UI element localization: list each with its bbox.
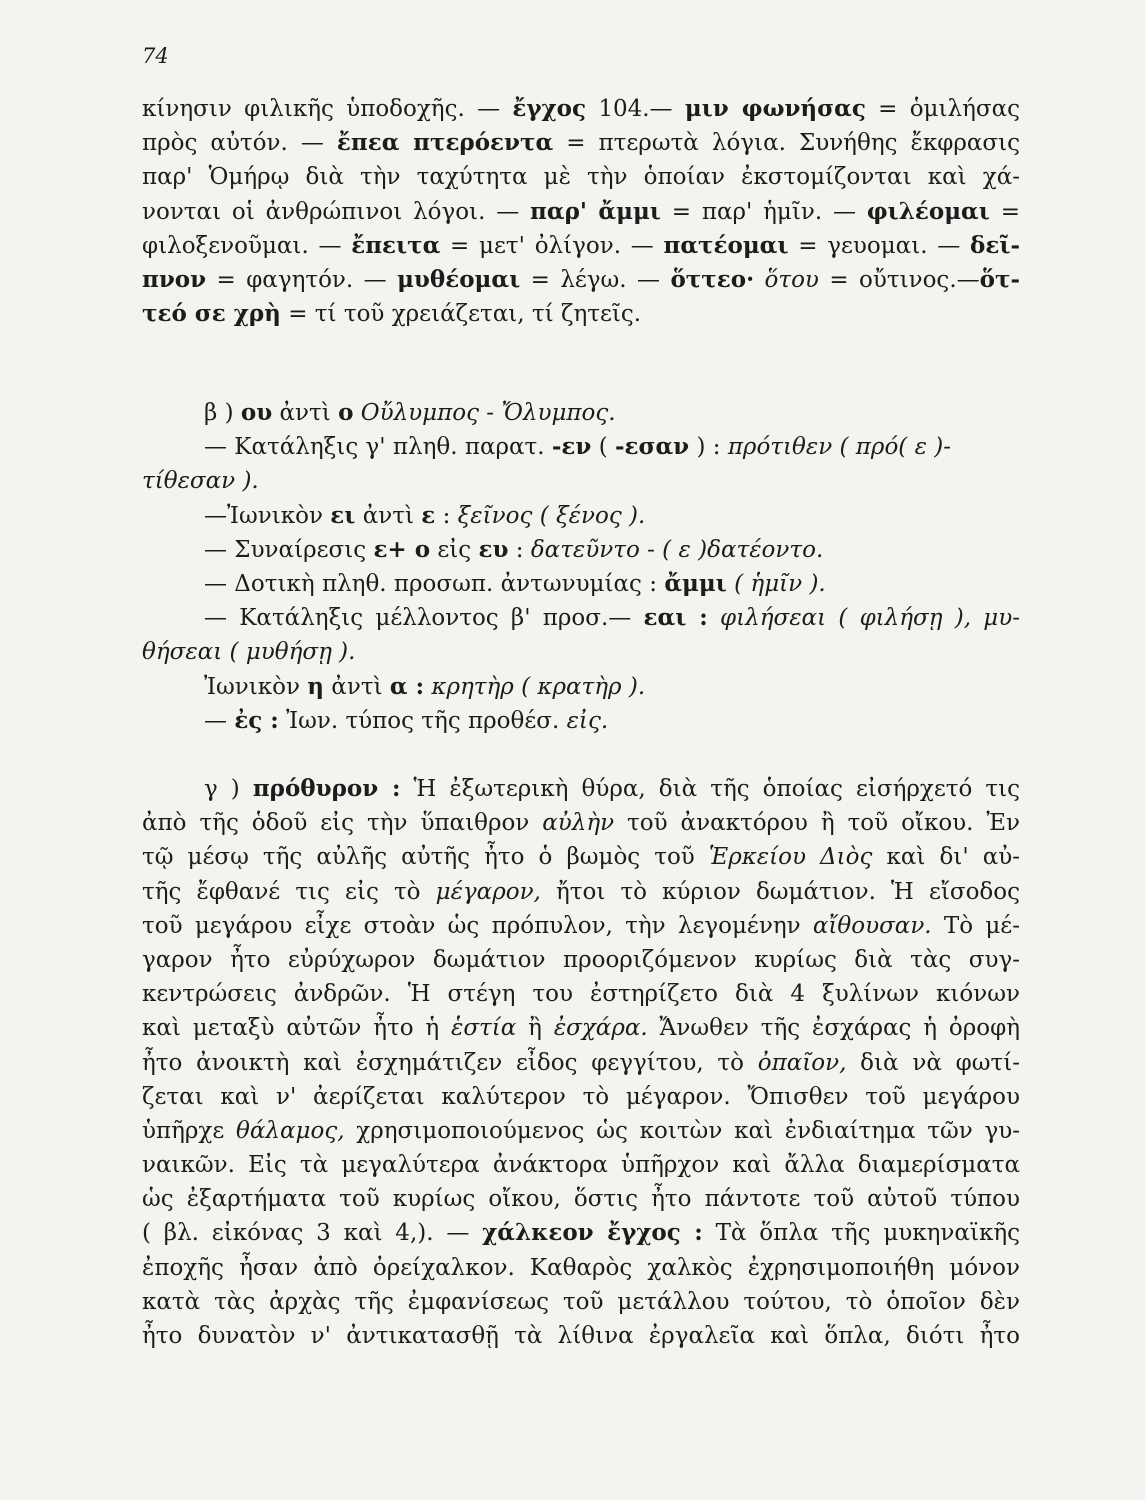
- text-run: Ἰωνικὸν: [204, 673, 308, 700]
- bold-term: εαι :: [643, 604, 708, 632]
- page-number: 74: [142, 44, 169, 68]
- text-line: [142, 1114, 1020, 1148]
- text-line: [142, 704, 1020, 738]
- italic-term: μέγαρον,: [435, 878, 541, 905]
- italic-term: θάλαμος,: [236, 1117, 345, 1144]
- text-line: [142, 396, 1020, 430]
- text-line: [142, 1216, 1020, 1250]
- text-run: Ἄνωθεν τῆς ἐσχάρας ἡ ὀροφὴ: [647, 1015, 1020, 1042]
- text-line: [142, 1182, 1020, 1216]
- text-run: = ὁμιλήσας: [865, 96, 1020, 122]
- bold-term: ου: [240, 399, 273, 426]
- text-line: [142, 772, 1020, 806]
- text-run: τῆς ἔφθανέ τις εἰς τὸ: [142, 878, 436, 905]
- text-run: τοῦ ἀνακτόρου ἢ τοῦ οἴκου. Ἐν: [614, 810, 1020, 837]
- text-line: [142, 92, 1020, 126]
- text-run: Τὰ ὅπλα τῆς μυκηναϊκῆς: [702, 1220, 1020, 1247]
- italic-term: Οὔλυμπος - Ὄλυμπος.: [360, 400, 616, 426]
- bold-term: ἔγχος: [512, 95, 587, 122]
- bold-term: -εν: [551, 433, 592, 461]
- paragraph-prothyron: [142, 772, 1020, 1353]
- text-run: — Κατάληξις μέλλοντος β' προσ.—: [204, 605, 644, 632]
- bold-term: ευ: [478, 535, 509, 563]
- text-run: ( βλ. εἰκόνας 3 καὶ 4,). —: [142, 1220, 483, 1247]
- text-run: τῷ μέσῳ τῆς αὐλῆς αὐτῆς ἦτο ὁ βωμὸς τοῦ: [142, 844, 709, 871]
- bold-term: πρόθυρον :: [252, 775, 401, 802]
- bold-term: ε+ ο: [373, 535, 431, 563]
- text-line: [142, 1011, 1020, 1045]
- text-line: [142, 635, 1020, 669]
- text-run: καὶ δι' αὐ-: [872, 844, 1020, 871]
- text-line: [142, 195, 1020, 229]
- bold-term: ἐς :: [234, 706, 279, 734]
- text-run: γ ): [204, 776, 253, 802]
- italic-term: φιλήσεαι ( φιλήσῃ ), μυ-: [720, 605, 1020, 632]
- paragraph-glossary-1: [142, 92, 1020, 331]
- text-line: [142, 567, 1020, 601]
- text-line: [142, 977, 1020, 1011]
- text-run: ἀντὶ: [272, 400, 339, 426]
- text-run: [708, 605, 720, 631]
- text-line: [142, 1148, 1020, 1182]
- bold-term: ἔπεα πτερόεντα: [336, 129, 554, 157]
- bold-term: ει: [330, 501, 356, 529]
- text-run: 104.—: [586, 96, 685, 122]
- text-run: = λέγω. —: [520, 266, 671, 293]
- text-run: — Κατάληξις γ' πληθ. παρατ.: [204, 434, 552, 461]
- text-run: πρὸς αὐτόν. —: [142, 130, 337, 157]
- text-run: ἦτο δυνατὸν ν' ἀντικατασθῇ τὰ λίθινα ἐργαλεῖα καὶ ὅπλα, διότι ἦτο: [142, 1323, 1020, 1349]
- text-run: ναικῶν. Εἰς τὰ μεγαλύτερα ἀνάκτορα ὑπῆρχον καὶ ἄλλα διαμερίσματα: [142, 1152, 1020, 1179]
- text-line: [142, 499, 1020, 533]
- text-run: ἦτο ἀνοικτὴ καὶ ἐσχημάτιζεν εἶδος φεγγίτου, τὸ: [142, 1049, 758, 1076]
- text-line: [142, 840, 1020, 874]
- text-run: τοῦ μεγάρου εἶχε στοὰν ὡς πρόπυλον, τὴν λεγομένην: [142, 912, 813, 939]
- text-run: β ): [204, 400, 241, 426]
- bold-term: τεό σε χρὴ: [142, 300, 281, 328]
- text-line: [142, 601, 1020, 635]
- bold-term: πνον: [142, 265, 207, 293]
- text-run: = οὔτινος.—: [818, 266, 980, 293]
- text-run: φιλοξενοῦμαι. —: [142, 232, 352, 259]
- text-run: ὑπῆρχε: [142, 1117, 237, 1144]
- bold-term: μιν φωνήσας: [684, 95, 866, 122]
- text-run: = τί τοῦ χρειάζεται, τί ζητεῖς.: [280, 301, 642, 328]
- bold-term: ἄμμι: [664, 569, 727, 597]
- text-run: ἤτοι τὸ κύριον δωμάτιον. Ἡ εἴσοδος: [540, 878, 1020, 905]
- text-line: [142, 670, 1020, 704]
- text-run: (: [591, 434, 615, 461]
- text-run: ἐποχῆς ἦσαν ἀπὸ ὀρείχαλκον. Καθαρὸς χαλκὸς ἐχρησιμοποιήθη μόνον: [142, 1254, 1020, 1281]
- bold-term: ο: [338, 399, 354, 426]
- italic-term: πρότιθεν ( πρό( ε )-: [727, 434, 951, 461]
- text-run: — Δοτικὴ πληθ. προσωπ. ἀντωνυμίας :: [204, 570, 665, 597]
- italic-term: τίθεσαν ).: [142, 468, 259, 495]
- text-run: διὰ νὰ φωτί-: [846, 1049, 1020, 1076]
- italic-term: θήσεαι ( μυθήσῃ ).: [142, 639, 356, 666]
- text-run: — Συναίρεσις: [204, 536, 374, 563]
- bold-term: ἔπειτα: [351, 231, 441, 259]
- text-run: παρ' Ὁμήρῳ διὰ τὴν ταχύτητα μὲ τὴν ὁποίαν ἐκστομίζονται καὶ χά-: [142, 164, 1020, 191]
- text-run: = γευομαι. —: [788, 232, 970, 259]
- text-line: [142, 297, 1020, 331]
- text-line: [142, 263, 1020, 297]
- text-run: = μετ' ὀλίγον. —: [440, 232, 664, 259]
- text-run: [754, 267, 764, 293]
- text-run: κατὰ τὰς ἀρχὰς τῆς ἐμφανίσεως τοῦ μετάλλου τούτου, τὸ ὁποῖον δὲν: [142, 1288, 1020, 1315]
- bold-term: δεῖ-: [970, 231, 1020, 259]
- text-line: [142, 533, 1020, 567]
- text-run: = πτερωτὰ λόγια. Συνήθης ἔκφρασις: [553, 130, 1020, 157]
- text-run: νονται οἱ ἀνθρώπινοι λόγοι. —: [142, 198, 531, 225]
- text-line: [142, 1080, 1020, 1114]
- text-run: ἢ: [516, 1015, 554, 1042]
- text-run: ἀντὶ: [355, 502, 422, 529]
- text-line: [142, 1285, 1020, 1319]
- italic-term: κρητὴρ ( κρατὴρ ).: [431, 673, 646, 700]
- text-run: =: [989, 198, 1020, 225]
- text-run: κίνησιν φιλικῆς ὑποδοχῆς. —: [142, 96, 513, 122]
- text-run: = φαγητόν. —: [206, 266, 398, 293]
- text-line: [142, 229, 1020, 263]
- bold-term: ε: [421, 501, 436, 529]
- italic-term: αἴθουσαν.: [812, 912, 932, 939]
- text-run: [353, 400, 360, 426]
- bold-term: φιλέομαι: [866, 197, 990, 225]
- paragraph-grammar-notes: [142, 396, 1020, 738]
- text-run: Τὸ μέ-: [931, 912, 1020, 939]
- text-run: ἀπὸ τῆς ὁδοῦ εἰς τὴν ὕπαιθρον: [142, 810, 543, 837]
- text-line: [142, 464, 1020, 498]
- italic-term: ἑστία: [451, 1015, 517, 1042]
- text-run: ἀντὶ: [324, 673, 390, 700]
- italic-term: ξεῖνος ( ξένος ).: [457, 502, 646, 529]
- text-run: :: [508, 536, 531, 563]
- italic-term: ὀπαῖον,: [757, 1049, 847, 1076]
- bold-term: χάλκεον ἔγχος :: [482, 1219, 703, 1247]
- text-run: = παρ' ἡμῖν. —: [660, 198, 867, 225]
- text-run: ὡς ἐξαρτήματα τοῦ κυρίως οἴκου, ὅστις ἦτο πάντοτε τοῦ αὐτοῦ τύπου: [142, 1186, 1020, 1213]
- text-run: εἰς: [430, 536, 479, 563]
- italic-term: εἰς.: [566, 707, 609, 734]
- bold-term: η: [307, 672, 324, 700]
- text-line: [142, 1251, 1020, 1285]
- text-line: [142, 909, 1020, 943]
- text-run: :: [435, 502, 458, 529]
- text-run: Ἡ ἐξωτερικὴ θύρα, διὰ τῆς ὁποίας εἰσήρχετό τις: [400, 776, 1020, 802]
- text-run: ζεται καὶ ν' ἀερίζεται καλύτερον τὸ μέγαρον. Ὄπισθεν τοῦ μεγάρου: [142, 1083, 1020, 1110]
- bold-term: α :: [389, 672, 425, 700]
- bold-term: πατέομαι: [663, 231, 789, 259]
- text-line: [142, 430, 1020, 464]
- text-run: καὶ μεταξὺ αὐτῶν ἦτο ἡ: [142, 1015, 452, 1042]
- text-line: [142, 126, 1020, 160]
- italic-term: ὅτου: [764, 266, 819, 293]
- italic-term: ἐσχάρα.: [553, 1015, 648, 1042]
- text-run: ) :: [689, 434, 728, 461]
- bold-term: -εσαν: [615, 433, 690, 461]
- text-run: χρησιμοποιούμενος ὡς κοιτὼν καὶ ἐνδιαίτημα τῶν γυ-: [344, 1117, 1020, 1144]
- text-run: γαρον ἦτο εὐρύχωρον δωμάτιον προοριζόμενον κυρίως διὰ τὰς συγ-: [142, 946, 1020, 973]
- bold-term: ὅττεο·: [670, 265, 755, 293]
- text-run: —: [204, 707, 235, 734]
- text-run: Ἰων. τύπος τῆς προθέσ.: [278, 707, 567, 734]
- text-line: [142, 160, 1020, 194]
- text-line: [142, 1319, 1020, 1353]
- italic-term: αὐλὴν: [542, 810, 615, 837]
- text-line: [142, 943, 1020, 977]
- text-run: κεντρώσεις ἀνδρῶν. Ἡ στέγη του ἐστηρίζετο διὰ 4 ξυλίνων κιόνων: [142, 981, 1020, 1008]
- bold-term: μυθέομαι: [397, 265, 521, 293]
- text-line: [142, 806, 1020, 840]
- bold-term: παρ' ἄμμι: [530, 197, 661, 225]
- text-line: [142, 875, 1020, 909]
- italic-term: Ἑρκείου Διὸς: [708, 844, 873, 871]
- text-line: [142, 1046, 1020, 1080]
- text-run: —Ἰωνικὸν: [204, 502, 331, 529]
- bold-term: ὅτ-: [979, 265, 1020, 293]
- italic-term: ( ἡμῖν ).: [734, 570, 826, 597]
- italic-term: δατεῦντο - ( ε )δατέοντο.: [530, 536, 824, 563]
